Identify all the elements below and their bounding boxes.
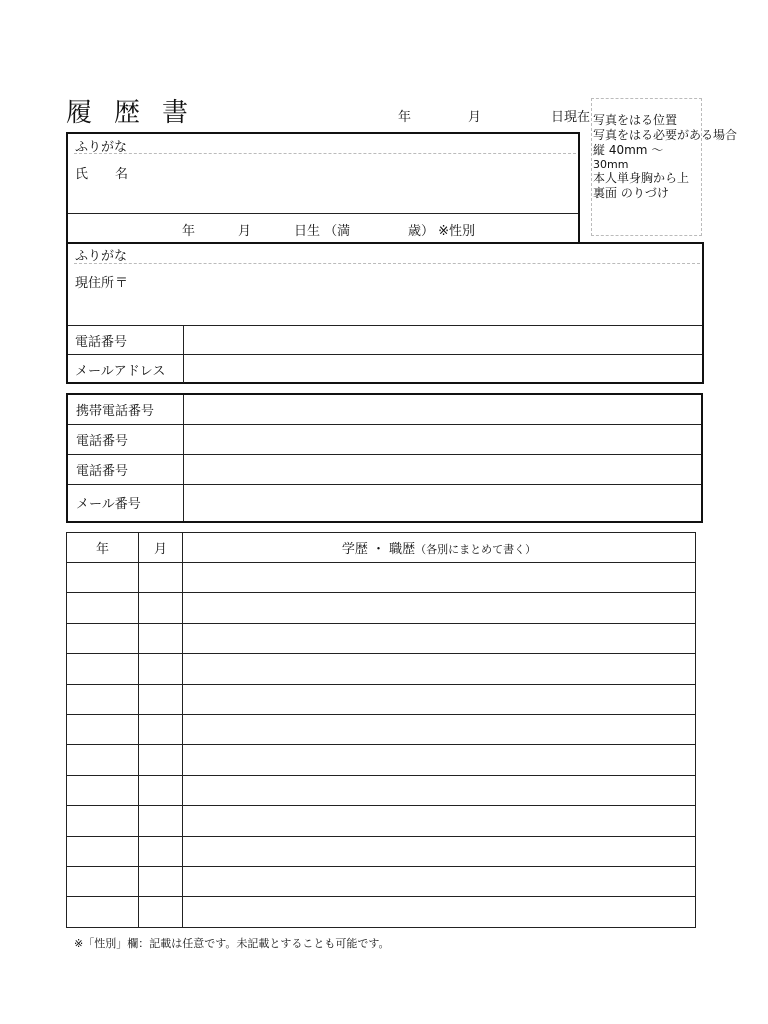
history-year-cell[interactable] — [67, 775, 139, 805]
history-row — [67, 654, 696, 684]
address-section — [66, 242, 704, 384]
footnote: ※「性別」欄：記載は任意です。未記載とすることも可能です。 — [74, 937, 390, 950]
history-table — [66, 532, 696, 928]
contact-value-input[interactable] — [183, 424, 702, 454]
date-year-label: 年 — [398, 110, 412, 125]
history-year-cell[interactable] — [67, 654, 139, 684]
history-month-cell[interactable] — [139, 593, 183, 623]
birth-year-label: 年 — [182, 224, 196, 239]
history-year-cell[interactable] — [67, 745, 139, 775]
history-content-title: 学歴 ・ 職歴 — [341, 542, 416, 557]
history-content-note: （各別にまとめて書く） — [415, 543, 537, 556]
address-label: 現住所 — [75, 276, 115, 291]
birth-month-label: 月 — [238, 224, 252, 239]
history-row — [67, 897, 696, 927]
history-year-cell[interactable] — [67, 897, 139, 927]
history-year-cell[interactable] — [67, 684, 139, 714]
history-content-cell[interactable] — [183, 775, 696, 805]
email-label: メールアドレス — [75, 364, 166, 379]
history-content-cell[interactable] — [183, 806, 696, 836]
name-label-first: 氏 — [75, 167, 89, 182]
contact-row — [67, 394, 702, 424]
history-content-cell[interactable] — [183, 623, 696, 653]
history-row — [67, 563, 696, 593]
contact-value-input[interactable] — [183, 454, 702, 484]
history-month-cell[interactable] — [139, 563, 183, 593]
history-month-cell[interactable] — [139, 806, 183, 836]
history-row — [67, 714, 696, 744]
history-month-cell[interactable] — [139, 897, 183, 927]
history-header-row — [67, 533, 696, 563]
history-row — [67, 806, 696, 836]
birth-day-age-label: 日生 （満 — [294, 224, 351, 239]
history-row — [67, 684, 696, 714]
history-row — [67, 775, 696, 805]
title-char: 歴 — [114, 98, 163, 128]
contact-label: 電話番号 — [67, 424, 183, 454]
photo-instruction: 写真をはる必要がある場合 — [593, 128, 738, 142]
history-month-cell[interactable] — [139, 623, 183, 653]
history-content-cell[interactable] — [183, 714, 696, 744]
history-row — [67, 623, 696, 653]
contact-row — [67, 424, 702, 454]
history-year-cell[interactable] — [67, 836, 139, 866]
history-year-cell[interactable] — [67, 866, 139, 896]
name-label-second: 名 — [115, 167, 129, 182]
history-month-cell[interactable] — [139, 745, 183, 775]
history-content-cell[interactable] — [183, 745, 696, 775]
history-year-cell[interactable] — [67, 806, 139, 836]
gender-label: 歳） ※性別 — [408, 224, 476, 239]
history-month-cell[interactable] — [139, 775, 183, 805]
history-content-cell[interactable] — [183, 654, 696, 684]
name-section — [66, 132, 580, 244]
address-input[interactable] — [74, 264, 702, 324]
contact-label: 電話番号 — [67, 454, 183, 484]
history-content-cell[interactable] — [183, 866, 696, 896]
history-content-cell[interactable] — [183, 563, 696, 593]
title-char: 履 — [66, 98, 115, 128]
postal-mark: 〒 — [115, 276, 129, 291]
name-furigana-label: ふりがな — [75, 140, 128, 155]
history-row — [67, 745, 696, 775]
address-furigana-label: ふりがな — [75, 249, 128, 264]
history-content-cell[interactable] — [183, 836, 696, 866]
phone-input[interactable] — [184, 326, 702, 354]
history-month-cell[interactable] — [139, 836, 183, 866]
contact-label: メール番号 — [67, 484, 183, 522]
document-title — [66, 92, 210, 129]
history-year-cell[interactable] — [67, 563, 139, 593]
photo-placeholder[interactable] — [591, 98, 738, 236]
history-month-header: 月 — [139, 533, 183, 563]
history-row — [67, 866, 696, 896]
history-year-cell[interactable] — [67, 714, 139, 744]
photo-instruction: 写真をはる位置 — [593, 113, 678, 127]
contacts-table — [66, 393, 703, 523]
history-month-cell[interactable] — [139, 714, 183, 744]
date-month-label: 月 — [468, 110, 482, 125]
contact-row — [67, 454, 702, 484]
email-input[interactable] — [184, 355, 702, 383]
history-row — [67, 836, 696, 866]
history-month-cell[interactable] — [139, 866, 183, 896]
name-input[interactable] — [74, 154, 578, 212]
title-char: 書 — [162, 98, 211, 128]
contact-value-input[interactable] — [183, 394, 702, 424]
history-content-cell[interactable] — [183, 593, 696, 623]
history-content-cell[interactable] — [183, 897, 696, 927]
history-month-cell[interactable] — [139, 654, 183, 684]
contact-value-input[interactable] — [183, 484, 702, 522]
history-content-cell[interactable] — [183, 684, 696, 714]
date-day-label: 日現在 — [551, 110, 591, 125]
history-content-header — [183, 533, 696, 563]
photo-instruction: 30mm — [593, 158, 629, 171]
history-year-cell[interactable] — [67, 593, 139, 623]
photo-instruction: 裏面 のりづけ — [593, 186, 669, 200]
photo-instruction: 縦 40mm ～ — [593, 143, 664, 157]
photo-instruction: 本人単身胸から上 — [593, 171, 690, 185]
phone-label: 電話番号 — [75, 335, 128, 350]
contact-label: 携帯電話番号 — [67, 394, 183, 424]
history-year-header: 年 — [67, 533, 139, 563]
history-month-cell[interactable] — [139, 684, 183, 714]
contact-row — [67, 484, 702, 522]
history-row — [67, 593, 696, 623]
history-year-cell[interactable] — [67, 623, 139, 653]
